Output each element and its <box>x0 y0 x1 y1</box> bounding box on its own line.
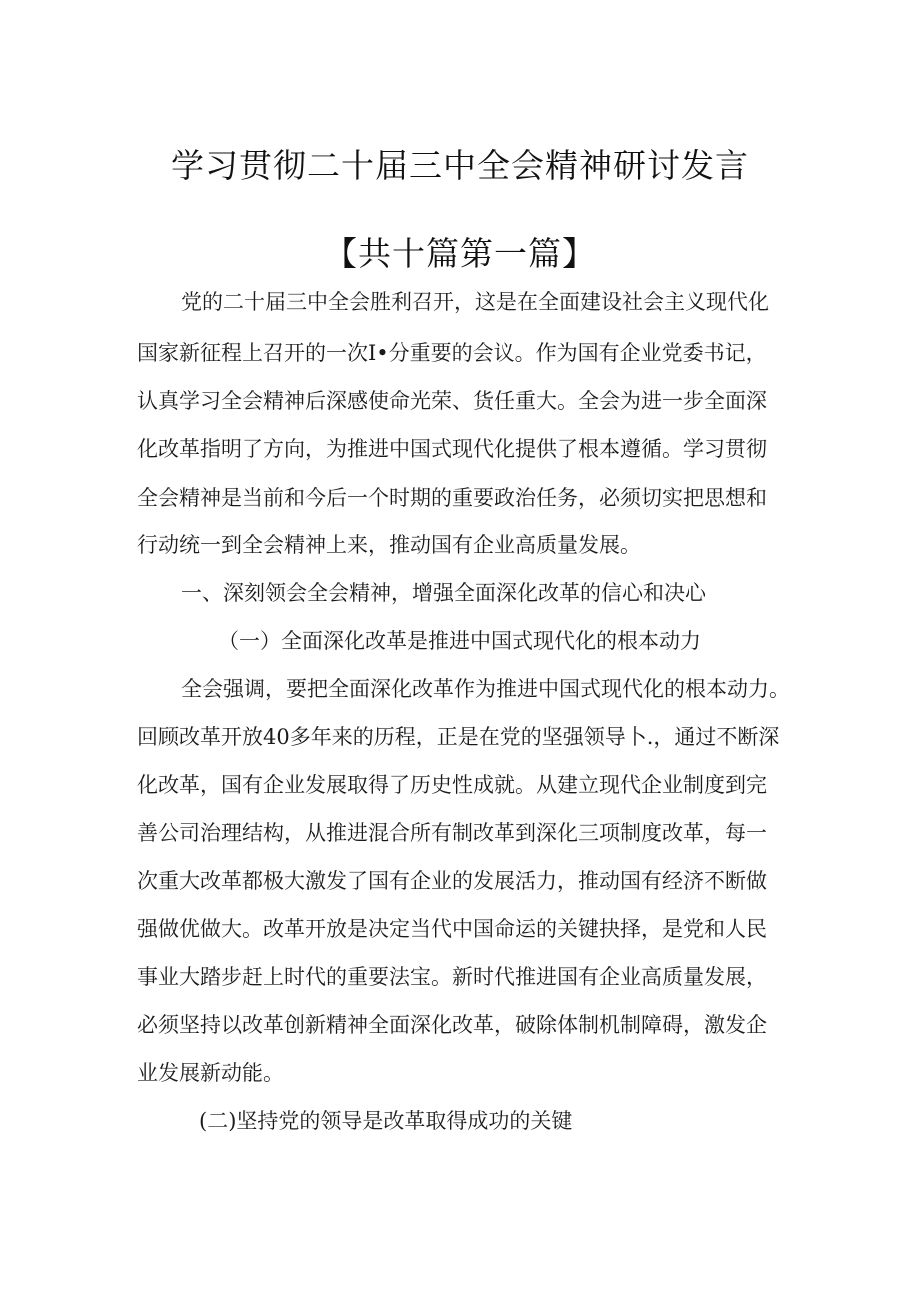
paragraph-2-line-2: 回顾改革开放40多年来的历程，正是在党的坚强领导卜.，通过不断深 <box>137 725 780 749</box>
subsection-heading-2: (二)坚持党的领导是改革取得成功的关键 <box>199 1109 573 1133</box>
paragraph-2-line-5: 次重大改革都极大激发了国有企业的发展活力，推动国有经济不断做 <box>137 869 767 893</box>
paragraph-2-line-4: 善公司治理结构，从推进混合所有制改革到深化三项制度改革，每一 <box>137 821 767 845</box>
paragraph-1-line-4: 化改革指明了方向，为推进中国式现代化提供了根本遵循。学习贯彻 <box>137 437 767 461</box>
paragraph-1-line-6: 行动统一到全会精神上来，推动国有企业高质量发展。 <box>137 533 641 557</box>
section-heading-1: 一、深刻领会全会精神，增强全面深化改革的信心和决心 <box>181 581 706 605</box>
paragraph-1-line-2: 国家新征程上召开的一次I•分重要的会议。作为国有企业党委书记， <box>137 341 767 365</box>
document-title: 学习贯彻二十届三中全会精神研讨发言 <box>171 146 749 185</box>
paragraph-2-line-8: 必须坚持以改革创新精神全面深化改革，破除体制机制障碍，激发企 <box>137 1013 767 1037</box>
paragraph-2-line-6: 强做优做大。改革开放是决定当代中国命运的关键抉择，是党和人民 <box>137 917 767 941</box>
paragraph-1-line-3: 认真学习全会精神后深感使命光荣、货任重大。全会为进一步全面深 <box>137 389 767 413</box>
document-subtitle: 【共十篇第一篇】 <box>324 234 596 273</box>
paragraph-2-line-9: 业发展新动能。 <box>137 1061 284 1085</box>
paragraph-2-line-3: 化改革，国有企业发展取得了历史性成就。从建立现代企业制度到完 <box>137 773 767 797</box>
paragraph-2-line-7: 事业大踏步赶上时代的重要法宝。新时代推进国有企业高质量发展， <box>137 965 767 989</box>
paragraph-1-line-1: 党的二十届三中全会胜利召开，这是在全面建设社会主义现代化 <box>181 290 769 314</box>
subsection-heading-1: （一）全面深化改革是推进中国式现代化的根本动力 <box>218 629 701 653</box>
paragraph-1-line-5: 全会精神是当前和今后一个时期的重要政治任务，必须切实把思想和 <box>137 486 767 510</box>
paragraph-2-line-1: 全会强调，要把全面深化改革作为推进中国式现代化的根本动力。 <box>181 677 790 701</box>
